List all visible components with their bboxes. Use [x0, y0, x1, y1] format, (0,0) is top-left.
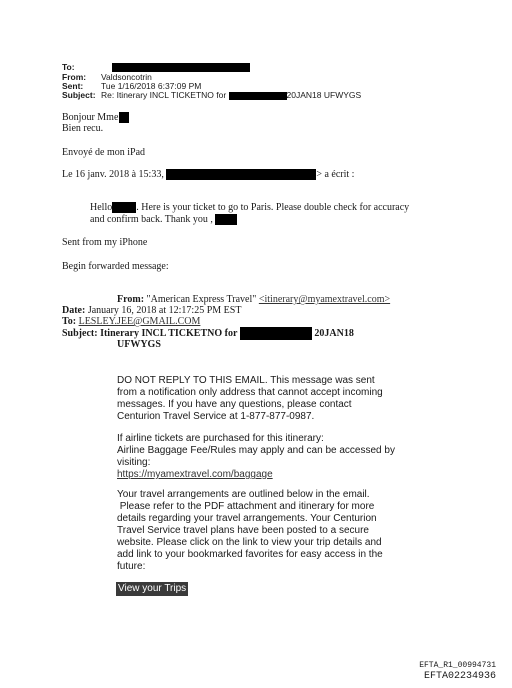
baggage-line: Airline Baggage Fee/Rules may apply and can be accessed by — [117, 445, 395, 456]
quoted-text-a: . Here is your ticket to go to Paris. Please double check for accuracy — [136, 202, 410, 213]
arrangements-line: Please refer to the PDF attachment and itinerary for more — [117, 501, 375, 512]
reply-greeting-text: Bonjour Mme — [62, 112, 119, 123]
notice-line: DO NOT REPLY TO THIS EMAIL. This message was sent — [117, 375, 375, 386]
redaction-box — [240, 327, 312, 340]
redaction-box — [119, 112, 129, 123]
header-subject-value — [101, 90, 361, 100]
fwd-from-email[interactable]: <itinerary@myamextravel.com> — [258, 294, 391, 305]
arrangements-line: future: — [117, 561, 146, 572]
fwd-subject-line2-text: UFWYGS — [117, 339, 161, 350]
arrangements-line: Travel Service travel plans have been posted to a secure — [117, 525, 369, 536]
arrangements-line: add link to your bookmarked favorites for easy access in the — [117, 549, 383, 560]
header-to-row — [62, 62, 250, 72]
fwd-from-label: From: — [117, 294, 145, 305]
header-subject-row — [62, 90, 362, 100]
fwd-subject-label: Subject: — [62, 327, 98, 339]
footer-ref-2: EFTA02234936 — [423, 671, 496, 682]
redaction-box — [215, 214, 237, 225]
quote-intro-start: Le 16 janv. 2018 à 15:33, — [62, 169, 164, 180]
notice-line: from a notification only address that cannot accept incoming — [117, 387, 383, 398]
baggage-link[interactable]: https://myamextravel.com/baggage — [117, 469, 273, 480]
header-sent-value: Tue 1/16/2018 6:37:09 PM — [101, 81, 202, 91]
fwd-to-email[interactable]: LESLEY.JEE@GMAIL.COM — [78, 316, 201, 327]
header-subject-suffix: 20JAN18 UFWYGS — [286, 90, 362, 100]
forwarded-label: Begin forwarded message: — [62, 261, 169, 272]
arrangements-line: website. Please click on the link to view your trip details and — [117, 537, 382, 548]
reply-line2: Bien recu. — [62, 123, 104, 134]
redaction-box — [112, 202, 136, 213]
notice-line: messages. If you have any questions, please contact — [117, 399, 352, 410]
fwd-subject-value: Itinerary INCL TICKETNO for — [100, 327, 238, 339]
fwd-subject-row — [62, 327, 354, 340]
reply-signature: Envoyé de mon iPad — [62, 147, 146, 158]
quoted-text-b: and confirm back. Thank you , — [90, 214, 213, 225]
fwd-to-label: To: — [62, 316, 77, 327]
fwd-subject-line2 — [117, 339, 161, 351]
arrangements-line: Your travel arrangements are outlined below in the email. — [117, 489, 370, 500]
notice-line: Centurion Travel Service at 1-877-877-0987. — [117, 411, 315, 422]
header-subject-prefix: Re: Itinerary INCL TICKETNO for — [101, 90, 227, 100]
redaction-box — [166, 169, 316, 180]
header-subject-label: Subject: — [62, 90, 96, 100]
view-trips-button[interactable]: View your Trips — [118, 583, 187, 594]
quoted-line-1 — [90, 202, 409, 214]
header-from-label: From: — [62, 72, 87, 82]
quote-intro-end: > a écrit : — [316, 169, 355, 180]
fwd-date-label: Date: — [62, 305, 86, 316]
quoted-hello: Hello — [90, 202, 113, 213]
quote-intro — [62, 169, 354, 181]
header-sent-label: Sent: — [62, 81, 84, 91]
redaction-box — [112, 63, 250, 72]
redaction-box — [229, 92, 287, 100]
quoted-line-2 — [90, 214, 237, 226]
arrangements-line: details regarding your travel arrangements. Your Centurion — [117, 513, 377, 524]
header-from-value: Valdsoncotrin — [101, 72, 152, 82]
fwd-from-name: "American Express Travel" — [146, 294, 257, 305]
footer-ref-1: EFTA_R1_00994731 — [419, 661, 496, 670]
arrangements-paragraph — [117, 489, 383, 573]
header-to-label: To: — [62, 62, 75, 72]
fwd-subject-tail: 20JAN18 — [314, 327, 354, 339]
notice-paragraph — [117, 375, 383, 423]
fwd-date-value: January 16, 2018 at 12:17:25 PM EST — [87, 305, 242, 316]
baggage-line: If airline tickets are purchased for this itinerary: — [117, 433, 324, 444]
baggage-paragraph — [117, 433, 395, 481]
baggage-line: visiting: — [117, 457, 151, 468]
sent-from-iphone: Sent from my iPhone — [62, 237, 148, 248]
